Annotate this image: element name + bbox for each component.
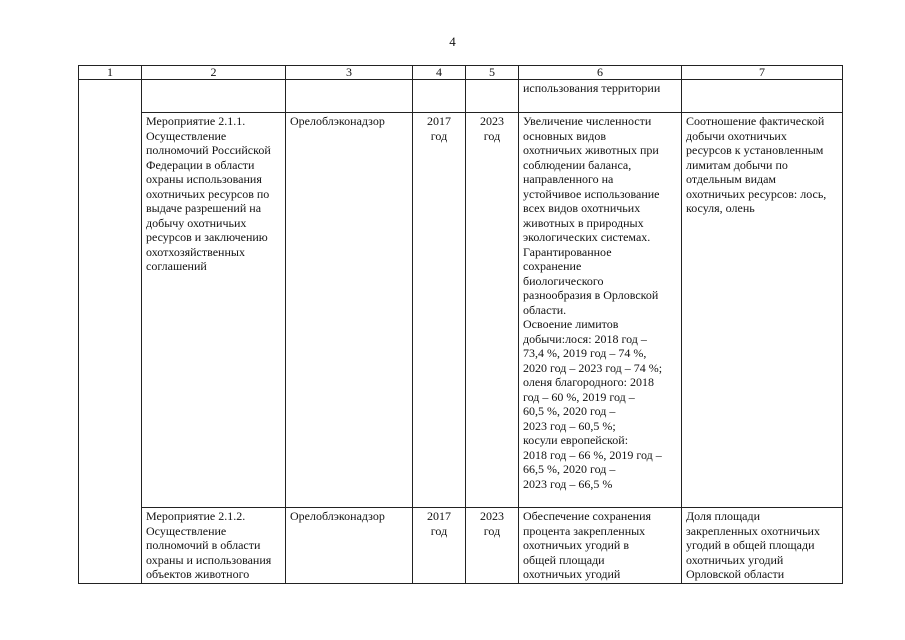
continuation-row [79,80,843,113]
table-cell [413,80,466,113]
end-year-cell: 2023 год [466,508,519,584]
activity-cell: Мероприятие 2.1.1. Осуществление полномочий Российской Федерации в области охраны использования охотничьих ресурсов по выдаче разрешений на добычу охотничьих ресурсов и заключению охотхозяйственных соглашений [142,113,286,508]
table-row [79,113,843,508]
executor-cell: Орелоблэконадзор [286,508,413,584]
end-year-cell: 2023 год [466,113,519,508]
start-year-cell: 2017 год [413,508,466,584]
header-cell-6: 6 [519,66,682,80]
indicator-cell: Доля площади закрепленных охотничьих угодий в общей площади охотничьих угодий Орловской области [682,508,843,584]
header-cell-3: 3 [286,66,413,80]
program-table [78,65,843,584]
header-cell-4: 4 [413,66,466,80]
header-row [79,66,843,80]
merged-first-column-cell [79,80,142,584]
header-cell-1: 1 [79,66,142,80]
indicator-cell: Соотношение фактической добычи охотничьих ресурсов к установленным лимитам добычи по отдельным видам охотничьих ресурсов: лось, косуля, олень [682,113,843,508]
table-cell [682,80,843,113]
table-cell [466,80,519,113]
page-number: 4 [449,34,456,49]
table-row [79,508,843,584]
executor-cell: Орелоблэконадзор [286,113,413,508]
header-cell-5: 5 [466,66,519,80]
continuation-text-cell: использования территории [519,80,682,113]
table-cell [286,80,413,113]
header-cell-7: 7 [682,66,843,80]
start-year-cell: 2017 год [413,113,466,508]
header-cell-2: 2 [142,66,286,80]
table-cell [142,80,286,113]
result-cell: Увеличение численности основных видов охотничьих животных при соблюдении баланса, направленного на устойчивое использование всех видов охотничьих животных в природных экологических системах. Гарантированное сохранение биологического разнообразия в Орловской области. Освоение лимитов добычи:лося: 2018 год – 73,4 %, 2019 год – 74 %, 2020 год – 2023 год – 74 %; оленя благородного: 2018 год – 60 %, 2019 год – 60,5 %, 2020 год – 2023 год – 60,5 %; косули европейской: 2018 год – 66 %, 2019 год – 66,5 %, 2020 год – 2023 год – 66,5 % [519,113,682,508]
result-cell: Обеспечение сохранения процента закрепленных охотничьих угодий в общей площади охотничьих угодий [519,508,682,584]
activity-cell: Мероприятие 2.1.2. Осуществление полномочий в области охраны и использования объектов животного [142,508,286,584]
